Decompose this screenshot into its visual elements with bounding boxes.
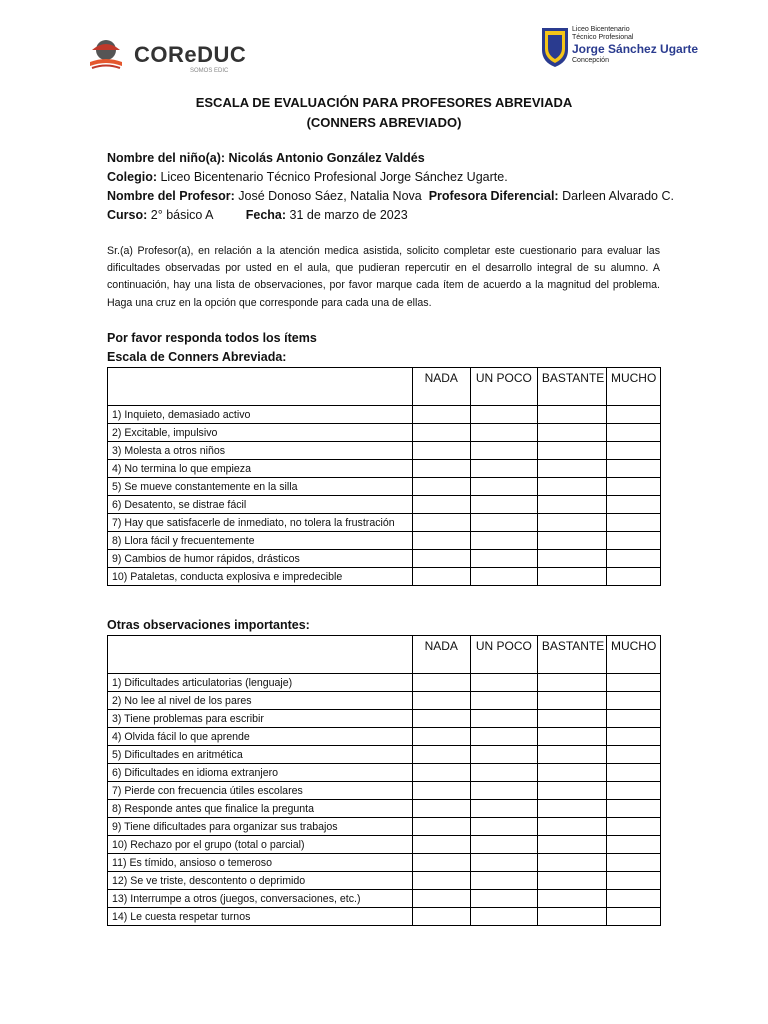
table-row — [108, 746, 661, 764]
item-label: 10) Pataletas, conducta explosiva e impredecible — [108, 568, 413, 586]
answer-cell-mucho[interactable] — [606, 478, 660, 496]
school-logo-name: Jorge Sánchez Ugarte — [572, 42, 699, 56]
item-label: 12) Se ve triste, descontento o deprimido — [108, 872, 413, 890]
table-row — [108, 710, 661, 728]
observations-table — [107, 635, 661, 926]
answer-cell-bastante[interactable] — [537, 442, 606, 460]
answer-cell-bastante[interactable] — [537, 424, 606, 442]
school-label: Colegio: — [107, 170, 157, 184]
answer-cell-bastante[interactable] — [537, 460, 606, 478]
answer-cell-mucho[interactable] — [606, 514, 660, 532]
document-title: ESCALA DE EVALUACIÓN PARA PROFESORES ABREVIADA — [195, 95, 573, 110]
coreduc-logo — [86, 36, 246, 76]
table-header-row — [108, 368, 661, 406]
item-label: 3) Tiene problemas para escribir — [108, 710, 413, 728]
observations-table-body — [108, 674, 661, 926]
answer-cell-mucho[interactable] — [606, 550, 660, 568]
section1-title: Escala de Conners Abreviada: — [107, 350, 287, 364]
answer-cell-bastante[interactable] — [537, 890, 606, 908]
item-label: 5) Se mueve constantemente en la silla — [108, 478, 413, 496]
answer-cell-bastante[interactable] — [537, 746, 606, 764]
item-label: 14) Le cuesta respetar turnos — [108, 908, 413, 926]
school-line — [107, 170, 508, 184]
teacher-line — [107, 189, 674, 203]
answer-cell-nada[interactable] — [412, 746, 470, 764]
header-un-poco: UN POCO — [470, 636, 537, 674]
answer-cell-bastante[interactable] — [537, 782, 606, 800]
table-row — [108, 460, 661, 478]
answer-cell-un-poco[interactable] — [470, 568, 537, 586]
answer-cell-nada[interactable] — [412, 460, 470, 478]
item-label: 7) Hay que satisfacerle de inmediato, no tolera la frustración — [108, 514, 413, 532]
course-line — [107, 208, 408, 222]
answer-cell-bastante[interactable] — [537, 836, 606, 854]
child-name-label: Nombre del niño(a): — [107, 151, 226, 165]
answer-cell-un-poco[interactable] — [470, 836, 537, 854]
answer-cell-mucho[interactable] — [606, 442, 660, 460]
table-row — [108, 550, 661, 568]
answer-cell-bastante[interactable] — [537, 908, 606, 926]
item-label: 6) Desatento, se distrae fácil — [108, 496, 413, 514]
answer-cell-nada[interactable] — [412, 478, 470, 496]
school-logo-city: Concepción — [572, 57, 609, 64]
table-row — [108, 854, 661, 872]
item-label: 6) Dificultades en idioma extranjero — [108, 764, 413, 782]
diff-teacher-value: Darleen Alvarado C. — [562, 189, 674, 203]
answer-cell-un-poco[interactable] — [470, 890, 537, 908]
table-row — [108, 674, 661, 692]
header-nada: NADA — [412, 368, 470, 406]
answer-cell-nada[interactable] — [412, 514, 470, 532]
answer-cell-bastante[interactable] — [537, 692, 606, 710]
header-mucho: MUCHO — [606, 368, 660, 406]
answer-cell-un-poco[interactable] — [470, 710, 537, 728]
item-label: 2) No lee al nivel de los pares — [108, 692, 413, 710]
answer-cell-mucho[interactable] — [606, 728, 660, 746]
answer-cell-un-poco[interactable] — [470, 800, 537, 818]
answer-cell-un-poco[interactable] — [470, 818, 537, 836]
page-header — [0, 0, 768, 90]
intro-paragraph: Sr.(a) Profesor(a), en relación a la atención medica asistida, solicito completar este cuestionario para evaluar las dificultades observadas por usted en el aula, que pudieran repercutir en el desarrollo integral de su alumno. A continuación, hay una lista de observaciones, por favor marque cada ítem de acuerdo a la magnitud del problema. Haga una cruz en la opción que corresponde para cada una de ellas. — [107, 245, 660, 309]
conners-table-body — [108, 406, 661, 586]
answer-cell-bastante[interactable] — [537, 764, 606, 782]
table-row — [108, 568, 661, 586]
school-logo-line2: Técnico Profesional — [572, 34, 634, 41]
table-row — [108, 890, 661, 908]
course-label: Curso: — [107, 208, 148, 222]
header-bastante: BASTANTE — [537, 636, 606, 674]
answer-cell-bastante[interactable] — [537, 496, 606, 514]
item-label: 1) Inquieto, demasiado activo — [108, 406, 413, 424]
table-row — [108, 818, 661, 836]
coreduc-brand: COReDUC — [134, 42, 247, 67]
header-un-poco: UN POCO — [470, 368, 537, 406]
answer-cell-nada[interactable] — [412, 424, 470, 442]
answer-cell-mucho[interactable] — [606, 854, 660, 872]
answer-cell-nada[interactable] — [412, 836, 470, 854]
course-value: 2° básico A — [150, 208, 213, 222]
answer-cell-un-poco[interactable] — [470, 908, 537, 926]
answer-cell-un-poco[interactable] — [470, 532, 537, 550]
answer-cell-nada[interactable] — [412, 496, 470, 514]
answer-cell-un-poco[interactable] — [470, 514, 537, 532]
answer-cell-mucho[interactable] — [606, 764, 660, 782]
table-row — [108, 692, 661, 710]
answer-cell-un-poco[interactable] — [470, 728, 537, 746]
answer-cell-mucho[interactable] — [606, 406, 660, 424]
answer-cell-mucho[interactable] — [606, 872, 660, 890]
answer-cell-nada[interactable] — [412, 692, 470, 710]
answer-cell-nada[interactable] — [412, 800, 470, 818]
table-row — [108, 442, 661, 460]
answer-cell-un-poco[interactable] — [470, 764, 537, 782]
child-name-line — [107, 151, 425, 165]
answer-cell-nada[interactable] — [412, 782, 470, 800]
answer-cell-un-poco[interactable] — [470, 692, 537, 710]
answer-cell-mucho[interactable] — [606, 674, 660, 692]
school-value: Liceo Bicentenario Técnico Profesional Jorge Sánchez Ugarte. — [160, 170, 508, 184]
date-label: Fecha: — [245, 208, 287, 222]
table-row — [108, 800, 661, 818]
answer-cell-nada[interactable] — [412, 890, 470, 908]
item-label: 5) Dificultades en aritmética — [108, 746, 413, 764]
document-subtitle: (CONNERS ABREVIADO) — [306, 115, 462, 130]
answer-cell-un-poco[interactable] — [470, 782, 537, 800]
answer-cell-mucho[interactable] — [606, 424, 660, 442]
answer-cell-mucho[interactable] — [606, 818, 660, 836]
coreduc-emblem-icon — [86, 36, 130, 76]
answer-cell-mucho[interactable] — [606, 460, 660, 478]
item-label: 10) Rechazo por el grupo (total o parcial) — [108, 836, 413, 854]
item-label: 8) Responde antes que finalice la pregunta — [108, 800, 413, 818]
answer-cell-un-poco[interactable] — [470, 424, 537, 442]
answer-cell-nada[interactable] — [412, 550, 470, 568]
answer-cell-mucho[interactable] — [606, 532, 660, 550]
header-nada: NADA — [412, 636, 470, 674]
answer-cell-bastante[interactable] — [537, 710, 606, 728]
table-row — [108, 728, 661, 746]
item-label: 13) Interrumpe a otros (juegos, conversaciones, etc.) — [108, 890, 413, 908]
table-row — [108, 782, 661, 800]
item-label: 3) Molesta a otros niños — [108, 442, 413, 460]
school-logo-line1: Liceo Bicentenario — [572, 26, 630, 33]
answer-cell-nada[interactable] — [412, 442, 470, 460]
table-row — [108, 836, 661, 854]
school-logo — [540, 26, 699, 72]
answer-cell-un-poco[interactable] — [470, 872, 537, 890]
table-row — [108, 514, 661, 532]
answer-cell-bastante[interactable] — [537, 674, 606, 692]
answer-cell-mucho[interactable] — [606, 710, 660, 728]
answer-cell-bastante[interactable] — [537, 514, 606, 532]
answer-cell-bastante[interactable] — [537, 478, 606, 496]
table-row — [108, 424, 661, 442]
answer-cell-bastante[interactable] — [537, 568, 606, 586]
item-label: 4) Olvida fácil lo que aprende — [108, 728, 413, 746]
answer-cell-un-poco[interactable] — [470, 674, 537, 692]
answer-cell-nada[interactable] — [412, 818, 470, 836]
answer-cell-bastante[interactable] — [537, 800, 606, 818]
item-label: 11) Es tímido, ansioso o temeroso — [108, 854, 413, 872]
answer-cell-bastante[interactable] — [537, 854, 606, 872]
answer-cell-nada[interactable] — [412, 854, 470, 872]
answer-cell-nada[interactable] — [412, 406, 470, 424]
teacher-value: José Donoso Sáez, Natalia Nova — [238, 189, 422, 203]
answer-cell-nada[interactable] — [412, 674, 470, 692]
child-name-value: Nicolás Antonio González Valdés — [228, 151, 425, 165]
answer-cell-bastante[interactable] — [537, 728, 606, 746]
header-bastante: BASTANTE — [537, 368, 606, 406]
answer-cell-mucho[interactable] — [606, 782, 660, 800]
answer-cell-mucho[interactable] — [606, 890, 660, 908]
answer-cell-un-poco[interactable] — [470, 496, 537, 514]
answer-cell-un-poco[interactable] — [470, 460, 537, 478]
answer-cell-mucho[interactable] — [606, 800, 660, 818]
diff-teacher-label: Profesora Diferencial: — [428, 189, 559, 203]
answer-cell-mucho[interactable] — [606, 568, 660, 586]
answer-cell-mucho[interactable] — [606, 836, 660, 854]
item-label: 7) Pierde con frecuencia útiles escolares — [108, 782, 413, 800]
item-label: 8) Llora fácil y frecuentemente — [108, 532, 413, 550]
answer-cell-mucho[interactable] — [606, 746, 660, 764]
answer-cell-un-poco[interactable] — [470, 478, 537, 496]
conners-table — [107, 367, 661, 586]
teacher-label: Nombre del Profesor: — [107, 189, 235, 203]
answer-cell-mucho[interactable] — [606, 692, 660, 710]
date-value: 31 de marzo de 2023 — [289, 208, 408, 222]
answer-cell-mucho[interactable] — [606, 908, 660, 926]
instruction-heading: Por favor responda todos los ítems — [107, 331, 317, 345]
item-label: 1) Dificultades articulatorias (lenguaje) — [108, 674, 413, 692]
answer-cell-mucho[interactable] — [606, 496, 660, 514]
answer-cell-bastante[interactable] — [537, 872, 606, 890]
table-row — [108, 908, 661, 926]
table-row — [108, 496, 661, 514]
item-label: 9) Cambios de humor rápidos, drásticos — [108, 550, 413, 568]
table-row — [108, 478, 661, 496]
answer-cell-un-poco[interactable] — [470, 406, 537, 424]
answer-cell-bastante[interactable] — [537, 550, 606, 568]
item-label: 2) Excitable, impulsivo — [108, 424, 413, 442]
header-item-cell — [108, 368, 413, 406]
answer-cell-nada[interactable] — [412, 764, 470, 782]
section2-title: Otras observaciones importantes: — [107, 618, 310, 632]
answer-cell-bastante[interactable] — [537, 818, 606, 836]
answer-cell-nada[interactable] — [412, 532, 470, 550]
answer-cell-nada[interactable] — [412, 872, 470, 890]
table-row — [108, 406, 661, 424]
answer-cell-un-poco[interactable] — [470, 746, 537, 764]
answer-cell-bastante[interactable] — [537, 406, 606, 424]
table-header-row — [108, 636, 661, 674]
table-row — [108, 872, 661, 890]
answer-cell-nada[interactable] — [412, 568, 470, 586]
answer-cell-nada[interactable] — [412, 710, 470, 728]
header-mucho: MUCHO — [606, 636, 660, 674]
answer-cell-un-poco[interactable] — [470, 442, 537, 460]
answer-cell-un-poco[interactable] — [470, 854, 537, 872]
item-label: 9) Tiene dificultades para organizar sus trabajos — [108, 818, 413, 836]
item-label: 4) No termina lo que empieza — [108, 460, 413, 478]
answer-cell-nada[interactable] — [412, 728, 470, 746]
school-shield-icon — [540, 26, 570, 68]
answer-cell-un-poco[interactable] — [470, 550, 537, 568]
coreduc-tagline: SOMOS EDIC — [190, 68, 229, 74]
table-row — [108, 532, 661, 550]
header-item-cell — [108, 636, 413, 674]
answer-cell-bastante[interactable] — [537, 532, 606, 550]
table-row — [108, 764, 661, 782]
answer-cell-nada[interactable] — [412, 908, 470, 926]
